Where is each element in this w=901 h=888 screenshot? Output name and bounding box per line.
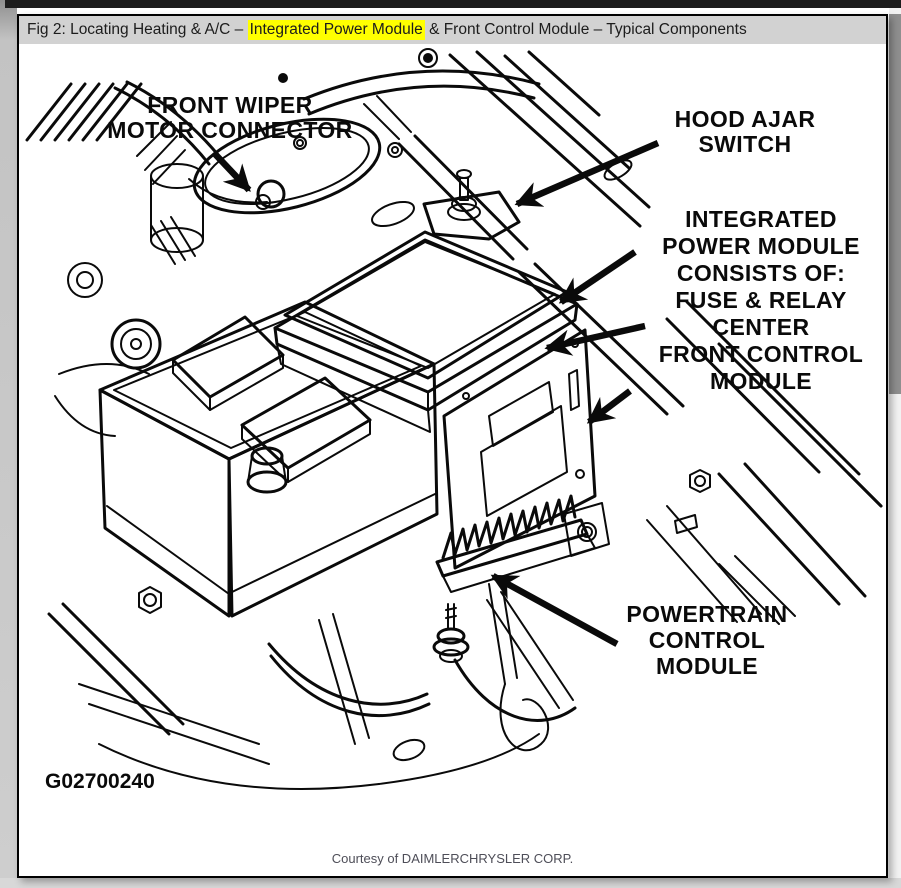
figure-id: G02700240 [45,770,155,793]
caption-text-prefix: Fig 2: Locating Heating & A/C – [27,21,248,38]
label-pcm-line2: CONTROL [648,627,766,653]
label-pcm-line3: MODULE [655,653,759,679]
caption-highlighted-term: Integrated Power Module [249,21,423,38]
label-hood-ajar-line2: SWITCH [698,131,792,157]
cowl-and-wiper-drawing [27,49,634,436]
arrow-to-front-control-module [589,391,630,422]
window-top-edge [5,0,901,8]
label-ipm-line7: MODULE [709,368,813,394]
scrollbar-thumb[interactable] [889,14,901,394]
diagram-svg [19,44,886,876]
arrow-to-wiper-connector [215,154,249,190]
hood-ajar-switch-drawing [424,170,519,239]
label-ipm-line4: FUSE & RELAY [675,287,847,313]
arrow-to-ipm-lid [561,252,635,302]
ipm-drawing [275,232,577,432]
label-ipm-line1: INTEGRATED [685,206,837,232]
label-front-wiper-line2: MOTOR CONNECTOR [107,117,353,143]
courtesy-line: Courtesy of DAIMLERCHRYSLER CORP. [331,851,574,866]
figure-caption-bar [19,16,886,44]
label-pcm-line1: POWERTRAIN [626,601,788,627]
label-ipm-line2: POWER MODULE [662,233,860,259]
arrow-to-powertrain-control-module [493,576,617,644]
label-ipm-line6: FRONT CONTROL [658,341,864,367]
label-front-wiper-line1: FRONT WIPER [147,92,313,118]
page-bottom-margin [0,878,901,888]
caption-text-suffix: & Front Control Module – Typical Components [424,21,747,38]
fcm-drawing [444,330,595,568]
vertical-scrollbar[interactable] [889,8,901,878]
engine-bay-diagram [19,44,886,876]
labels-and-arrows [45,92,863,793]
pcm-drawing [437,496,609,592]
label-ipm-line3: CONSISTS OF: [676,260,846,286]
label-ipm-line5: CENTER [712,314,810,340]
page-left-margin [0,0,17,888]
label-hood-ajar-line1: HOOD AJAR [674,106,816,132]
figure-panel [17,14,888,878]
